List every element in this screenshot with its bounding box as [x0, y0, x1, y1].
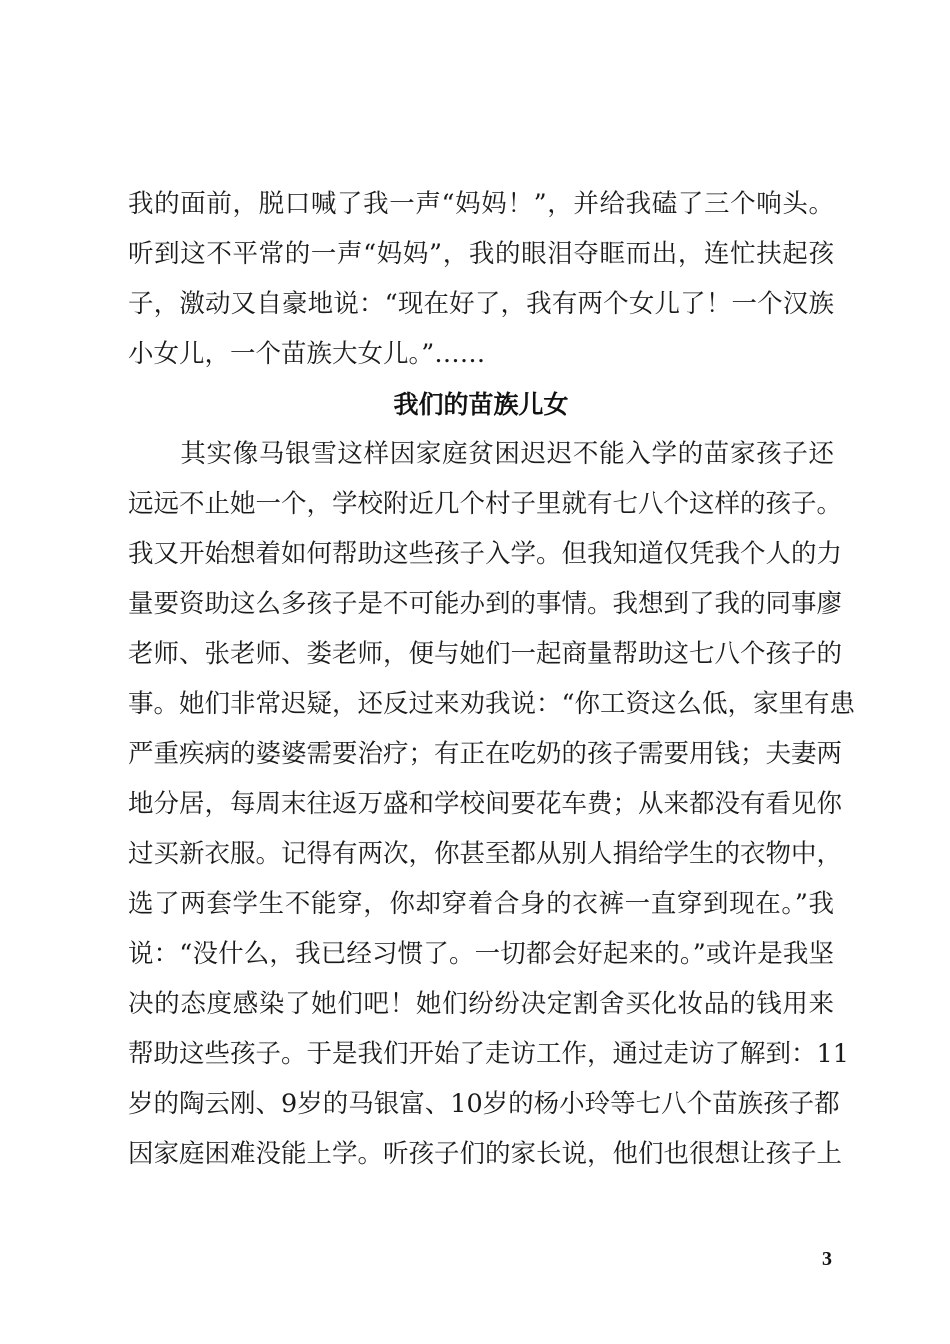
body-line-14: 岁的陶云刚、9岁的马银富、10岁的杨小玲等七八个苗族孩子都: [128, 1089, 840, 1119]
page-number: 3: [822, 1248, 832, 1270]
body-line-6: 事。她们非常迟疑，还反过来劝我说：“你工资这么低，家里有患: [128, 689, 856, 719]
body-line-10: 选了两套学生不能穿，你却穿着合身的衣裤一直穿到现在。”我: [128, 889, 834, 919]
body-line-12: 决的态度感染了她们吧！她们纷纷决定割舍买化妆品的钱用来: [128, 989, 834, 1019]
body-line-13: 帮助这些孩子。于是我们开始了走访工作，通过走访了解到：11: [128, 1039, 849, 1069]
intro-line-4: 小女儿，一个苗族大女儿。”……: [128, 339, 486, 369]
body-line-9: 过买新衣服。记得有两次，你甚至都从别人捐给学生的衣物中，: [128, 839, 843, 869]
intro-line-1: 我的面前，脱口喊了我一声“妈妈！”，并给我磕了三个响头。: [128, 189, 834, 219]
body-line-1: 其实像马银雪这样因家庭贫困迟迟不能入学的苗家孩子还: [128, 439, 834, 469]
intro-line-3: 子，激动又自豪地说：“现在好了，我有两个女儿了！一个汉族: [128, 289, 834, 319]
body-line-4: 量要资助这么多孩子是不可能办到的事情。我想到了我的同事廖: [128, 589, 843, 619]
section-heading: 我们的苗族儿女: [393, 390, 569, 419]
body-line-15: 因家庭困难没能上学。听孩子们的家长说，他们也很想让孩子上: [128, 1139, 843, 1169]
body-line-7: 严重疾病的婆婆需要治疗；有正在吃奶的孩子需要用钱；夫妻两: [128, 739, 843, 769]
intro-line-2: 听到这不平常的一声“妈妈”，我的眼泪夺眶而出，连忙扶起孩: [128, 239, 834, 269]
body-line-11: 说：“没什么，我已经习惯了。一切都会好起来的。”或许是我坚: [128, 939, 834, 969]
body-line-5: 老师、张老师、娄老师，便与她们一起商量帮助这七八个孩子的: [128, 639, 843, 669]
body-line-8: 地分居，每周末往返万盛和学校间要花车费；从来都没有看见你: [128, 789, 843, 819]
body-line-2: 远远不止她一个，学校附近几个村子里就有七八个这样的孩子。: [128, 489, 843, 519]
body-line-3: 我又开始想着如何帮助这些孩子入学。但我知道仅凭我个人的力: [128, 539, 843, 569]
